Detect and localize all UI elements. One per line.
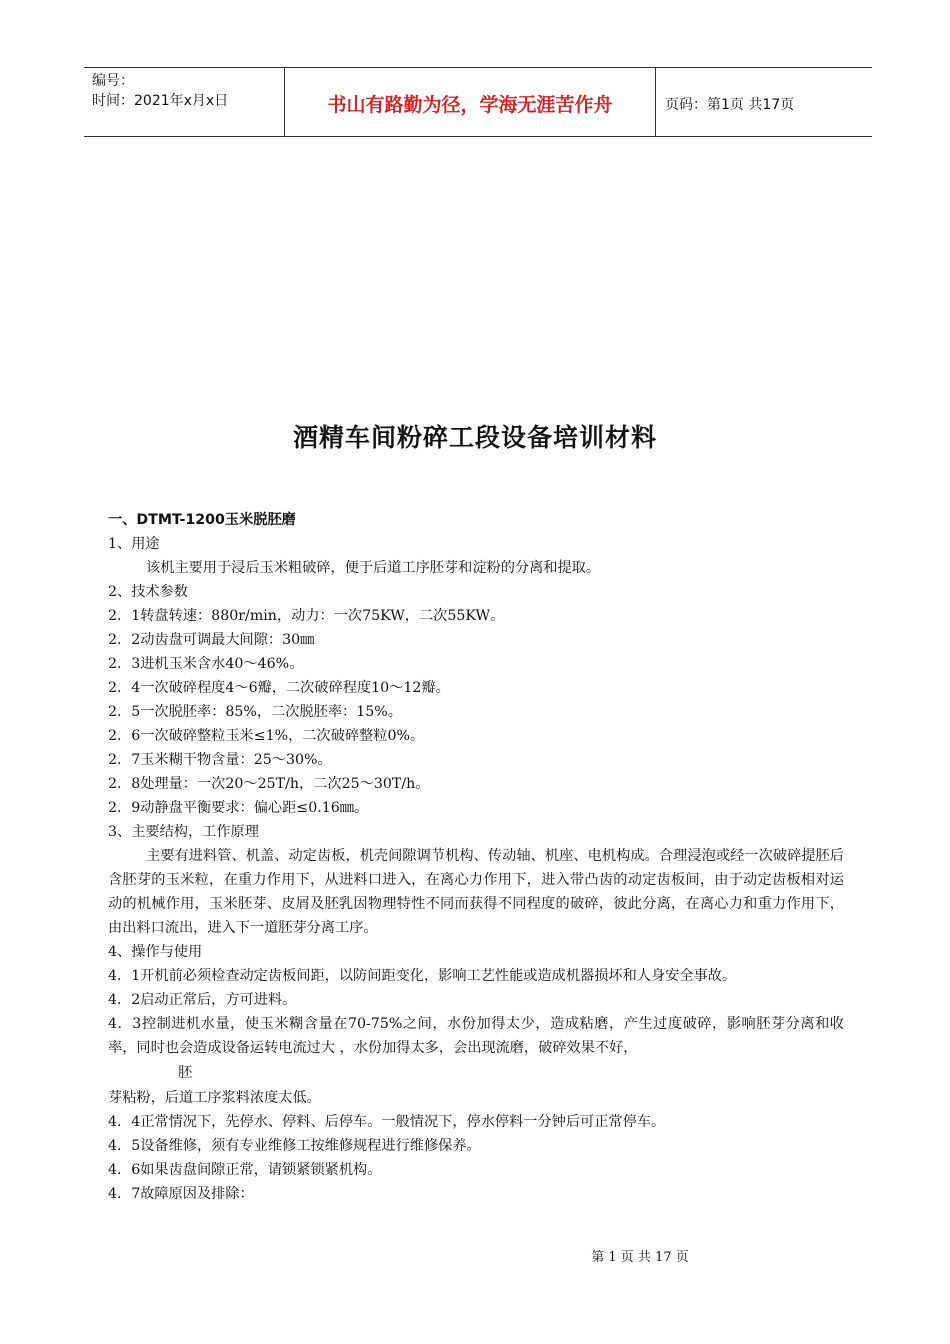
date-label: 时间：2021年x月x日 <box>92 93 229 109</box>
structure-paragraph: 主要有进料管、机盖、动定齿板，机壳间隙调节机构、传动轴、机座、电机构成。合理浸泡或经一次破碎提胚后含胚芽的玉米粒，在重力作用下，从进料口进入，在离心力作用下，进入带凸齿的动定齿板间，由于动定齿板相对运动的机械作用，玉米胚芽、皮屑及胚乳因物理特性不同而获得不同程度的破碎，彼此分离，在离心力和重力作用下，由出料口流出，进入下一道胚芽分离工序。 <box>108 848 844 936</box>
document-title: 酒精车间粉碎工段设备培训材料 <box>292 423 657 452</box>
param-item: 2．1转盘转速：880r/min，动力：一次75KW，二次55KW。 <box>108 608 505 624</box>
param-item: 2．5一次脱胚率：85%，二次脱胚率：15%。 <box>108 704 402 720</box>
section-heading: 一、DTMT-1200玉米脱胚磨 <box>108 512 296 528</box>
header-page-cell <box>656 68 872 136</box>
header-meta <box>84 68 284 136</box>
param-item: 2．3进机玉米含水40～46%。 <box>108 656 304 672</box>
param-item: 2．9动静盘平衡要求：偏心距≤0.16㎜。 <box>108 800 369 816</box>
purpose-text: 该机主要用于浸后玉米粗破碎，便于后道工序胚芽和淀粉的分离和提取。 <box>146 560 601 576</box>
param-item: 2．8处理量：一次20～25T/h，二次25～30T/h。 <box>108 776 430 792</box>
operation-item: 4．7故障原因及排除： <box>108 1186 254 1202</box>
operation-item-continued: 芽粘粉，后道工序浆料浓度太低。 <box>108 1090 321 1106</box>
page-footer: 第 1 页 共 17 页 <box>591 1250 689 1265</box>
subsection-operation: 4、操作与使用 <box>108 944 203 960</box>
param-item: 2．7玉米糊干物含量：25～30%。 <box>108 752 332 768</box>
param-item: 2．6一次破碎整粒玉米≤1%，二次破碎整粒0%。 <box>108 728 425 744</box>
motto-text: 书山有路勤为径，学海无涯苦作舟 <box>327 94 613 116</box>
operation-item: 4．5设备维修，须有专业维修工按维修规程进行维修保养。 <box>108 1138 481 1154</box>
document-body <box>108 508 844 1206</box>
operation-item: 4．4正常情况下，先停水、停料、后停车。一般情况下，停水停料一分钟后可正常停车。 <box>108 1114 666 1130</box>
operation-item: 4．2启动正常后，方可进料。 <box>108 992 297 1008</box>
param-item: 2．4一次破碎程度4～6瓣，二次破碎程度10～12瓣。 <box>108 680 450 696</box>
document-header <box>84 67 872 137</box>
page-label: 页码：第1页 共17页 <box>665 97 795 113</box>
operation-item: 4．6如果齿盘间隙正常，请锁紧锁紧机构。 <box>108 1162 382 1178</box>
header-motto-cell <box>284 68 656 136</box>
number-label: 编号： <box>92 73 134 89</box>
operation-orphan-char: 胚 <box>178 1065 193 1081</box>
param-item: 2．2动齿盘可调最大间隙：30㎜ <box>108 632 315 648</box>
subsection-purpose: 1、用途 <box>108 536 160 552</box>
operation-item: 4．1开机前必须检查动定齿板间距，以防间距变化，影响工艺性能或造成机器损坏和人身安全事故。 <box>108 968 737 984</box>
subsection-structure: 3、主要结构，工作原理 <box>108 824 259 840</box>
subsection-params: 2、技术参数 <box>108 584 188 600</box>
operation-item: 4．3控制进机水量，使玉米糊含量在70-75%之间，水份加得太少，造成粘磨，产生过度破碎，影响胚芽分离和收率，同时也会造成设备运转电流过大 ，水份加得太多，会出现流磨，破碎效果不好， <box>108 1016 844 1056</box>
